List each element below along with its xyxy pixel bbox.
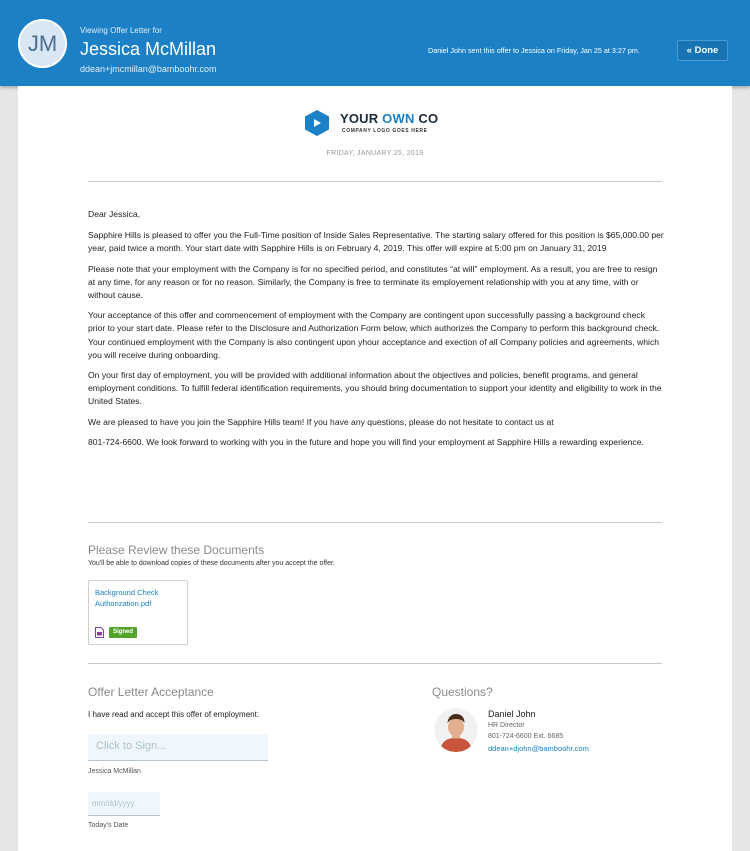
pdf-file-icon: [95, 627, 104, 638]
date-label: Today's Date: [88, 822, 129, 829]
questions-title: Questions?: [432, 685, 493, 699]
logo-name-part3: CO: [414, 111, 439, 126]
sent-status-note: Daniel John sent this offer to Jessica on Friday, Jan 25 at 3:27 pm.: [428, 46, 640, 55]
letter-paragraph: Sapphire Hills is pleased to offer you the Full-Time position of Inside Sales Representative. The starting salary offered for this position is $65,000.00 per year, paid twice a month. Your start date with Sapphire Hills is on February 4, 2019. This offer will expire at 5:00 pm on January 31, 2019: [88, 230, 664, 254]
signer-name-label: Jessica McMillan: [88, 768, 141, 775]
documents-title: Please Review these Documents: [88, 543, 265, 557]
divider: [88, 663, 662, 664]
signature-field[interactable]: Click to Sign...: [88, 734, 268, 761]
letter-body: [88, 208, 664, 456]
done-button[interactable]: « Done: [677, 40, 728, 61]
divider: [88, 181, 662, 182]
letter-paragraph: Please note that your employment with the Company is for no specified period, and constitutes “at will” employment. As a result, you are free to resign at any time, for any reason or for no reason. Similarly, the Company is free to terminate its employement relationship with you at any time, with or without cause.: [88, 263, 658, 301]
company-logo-icon: [303, 109, 331, 137]
document-card[interactable]: [88, 580, 188, 645]
documents-subtitle: You'll be able to download copies of these documents after you accept the offer.: [88, 560, 335, 567]
letter-paragraph: On your first day of employment, you will be provided with additional information about the objectives and policies, benefit programs, and general employment conditions. To fulfill federal identification requirements, you should bring documentation to support your identity and eligibility to work in the United States.: [88, 370, 662, 407]
contact-phone: 801-724-6600 Ext. 6685: [488, 733, 564, 740]
logo-name-accent: OWN: [382, 111, 415, 126]
contact-name: Daniel John: [488, 709, 536, 719]
offer-letter-sheet: [18, 86, 732, 851]
acceptance-statement: I have read and accept this offer of employment:: [88, 710, 260, 719]
signed-status-badge: Signed: [109, 627, 137, 638]
contact-avatar: [434, 708, 478, 752]
candidate-name: Jessica McMillan: [80, 39, 217, 59]
contact-email-link[interactable]: ddean+djohn@bamboohr.com: [488, 744, 589, 753]
viewing-label: Viewing Offer Letter for: [80, 26, 162, 35]
company-logo-tagline: COMPANY LOGO GOES HERE: [342, 128, 428, 134]
document-link[interactable]: Background Check Authorization.pdf: [95, 588, 159, 608]
offer-header-bar: [0, 0, 750, 86]
divider: [88, 522, 662, 523]
letter-paragraph: 801-724-6600. We look forward to working with you in the future and hope you will find your employment at Sapphire Hills a rewarding experience.: [88, 436, 644, 447]
candidate-avatar: JM: [18, 19, 67, 68]
letter-paragraph: We are pleased to have you join the Sapphire Hills team! If you have any questions, please do not hesitate to contact us at: [88, 416, 554, 427]
contact-title: HR Director: [488, 722, 525, 729]
candidate-email: ddean+jmcmillan@bamboohr.com: [80, 64, 217, 74]
company-logo-name: [340, 111, 438, 126]
letter-salutation: Dear Jessica,: [88, 209, 141, 219]
acceptance-title: Offer Letter Acceptance: [88, 685, 214, 699]
date-input[interactable]: mm/dd/yyyy: [88, 792, 160, 816]
letter-paragraph: Your acceptance of this offer and commencement of employment with the Company are contingent upon successfully passing a background check prior to your start date. Please refer to the Disclosure and Authorization Form below, which authorizes the Company to perform this background check. Your continued employment with the Company is also contingent upon yhour acceptance and exection of all Company policies and agreements, which you will receive during onboarding.: [88, 310, 660, 360]
logo-name-part1: YOUR: [340, 111, 383, 126]
letter-date: FRIDAY, JANUARY 25, 2019: [326, 150, 424, 157]
